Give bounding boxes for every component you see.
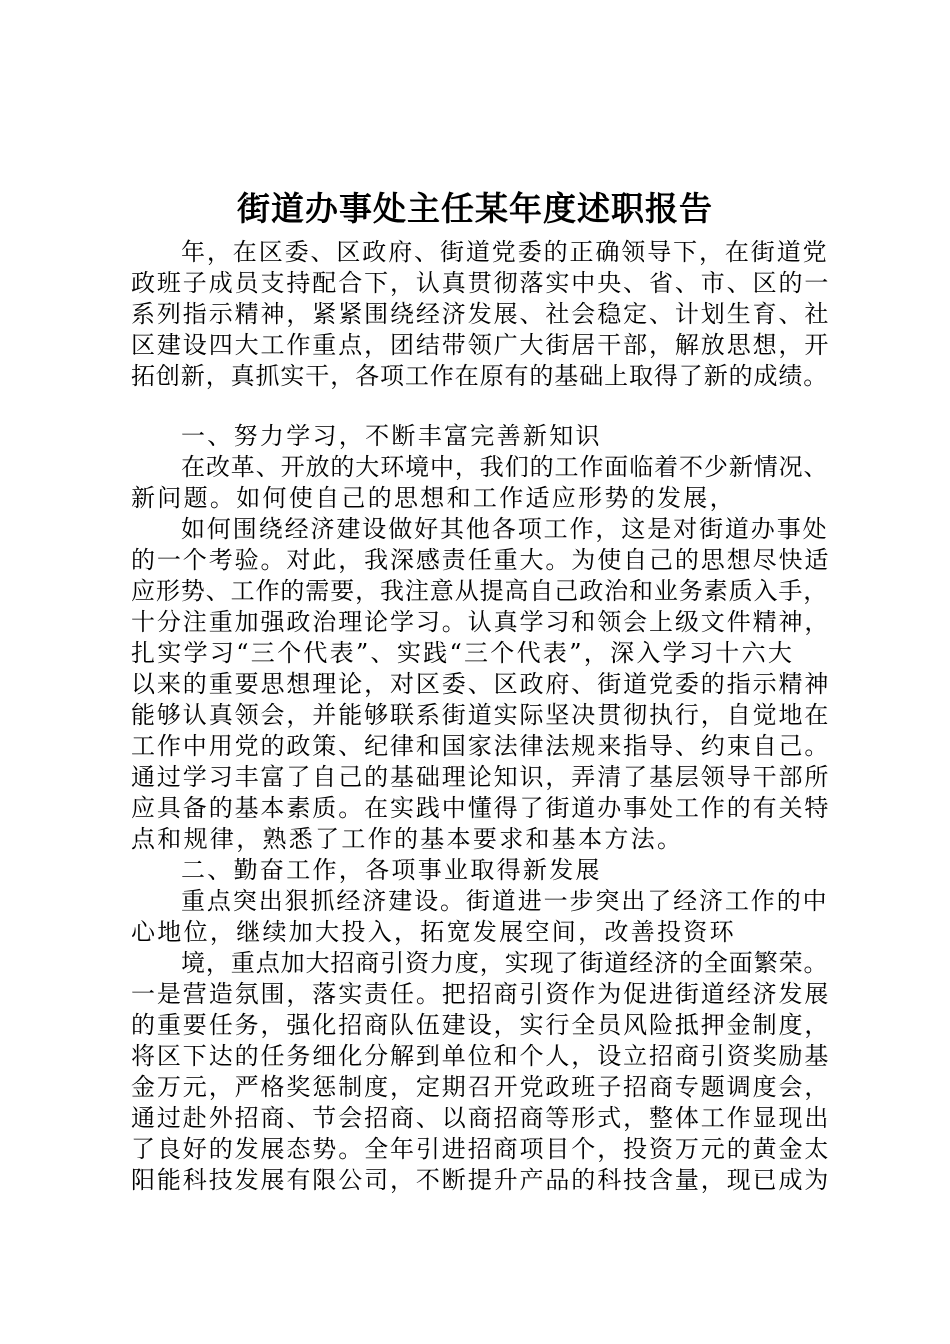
paragraph-line: 工作中用党的政策、纪律和国家法律法规来指导、约束自己。 <box>131 732 831 760</box>
paragraph-line: 应具备的基本素质。在实践中懂得了街道办事处工作的有关特 <box>131 794 831 822</box>
paragraph-line: 应形势、工作的需要，我注意从提高自己政治和业务素质入手， <box>131 577 829 605</box>
paragraph-line: 新问题。如何使自己的思想和工作适应形势的发展， <box>131 484 736 512</box>
paragraph-line: 金万元，严格奖惩制度，定期召开党政班子招商专题调度会， <box>131 1073 831 1101</box>
paragraph-line: 阳能科技发展有限公司，不断提升产品的科技含量，现已成为 <box>131 1166 831 1194</box>
paragraph-line: 了良好的发展态势。全年引进招商项目个，投资万元的黄金太 <box>131 1135 831 1163</box>
paragraph-line: 能够认真领会，并能够联系街道实际坚决贯彻执行，自觉地在 <box>131 701 831 729</box>
section-heading: 二、勤奋工作，各项事业取得新发展 <box>181 856 602 884</box>
paragraph-line: 以来的重要思想理论，对区委、区政府、街道党委的指示精神 <box>131 670 831 698</box>
paragraph-line: 重点突出狠抓经济建设。街道进一步突出了经济工作的中 <box>181 887 829 915</box>
paragraph-line: 系列指示精神，紧紧围绕经济发展、社会稳定、计划生育、社 <box>131 300 831 328</box>
paragraph-line: 如何围绕经济建设做好其他各项工作，这是对街道办事处 <box>181 515 829 543</box>
paragraph-line: 扎实学习“三个代表”、实践“三个代表”，深入学习十六大 <box>131 639 795 667</box>
paragraph-line: 在改革、开放的大环境中，我们的工作面临着不少新情况、 <box>181 453 829 481</box>
paragraph-line: 一是营造氛围，落实责任。把招商引资作为促进街道经济发展 <box>131 980 831 1008</box>
paragraph-line: 通过学习丰富了自己的基础理论知识，弄清了基层领导干部所 <box>131 763 831 791</box>
paragraph-line: 心地位，继续加大投入，拓宽发展空间，改善投资环 <box>131 918 736 946</box>
document-title: 街道办事处主任某年度述职报告 <box>237 189 713 228</box>
paragraph-line: 区建设四大工作重点，团结带领广大街居干部，解放思想，开 <box>131 331 831 359</box>
paragraph-line: 境，重点加大招商引资力度，实现了街道经济的全面繁荣。 <box>181 949 829 977</box>
section-heading: 一、努力学习，不断丰富完善新知识 <box>181 422 602 450</box>
paragraph-line: 政班子成员支持配合下，认真贯彻落实中央、省、市、区的一 <box>131 269 831 297</box>
paragraph-line: 通过赴外招商、节会招商、以商招商等形式，整体工作显现出 <box>131 1104 831 1132</box>
paragraph-line: 年，在区委、区政府、街道党委的正确领导下，在街道党 <box>181 238 829 266</box>
paragraph-line: 点和规律，熟悉了工作的基本要求和基本方法。 <box>131 825 684 853</box>
paragraph-line: 将区下达的任务细化分解到单位和个人，设立招商引资奖励基 <box>131 1042 831 1070</box>
paragraph-line: 的重要任务，强化招商队伍建设，实行全员风险抵押金制度， <box>131 1011 831 1039</box>
paragraph-line: 十分注重加强政治理论学习。认真学习和领会上级文件精神， <box>131 608 831 636</box>
paragraph-line: 拓创新，真抓实干，各项工作在原有的基础上取得了新的成绩。 <box>131 362 829 390</box>
paragraph-line: 的一个考验。对此，我深感责任重大。为使自己的思想尽快适 <box>131 546 831 574</box>
